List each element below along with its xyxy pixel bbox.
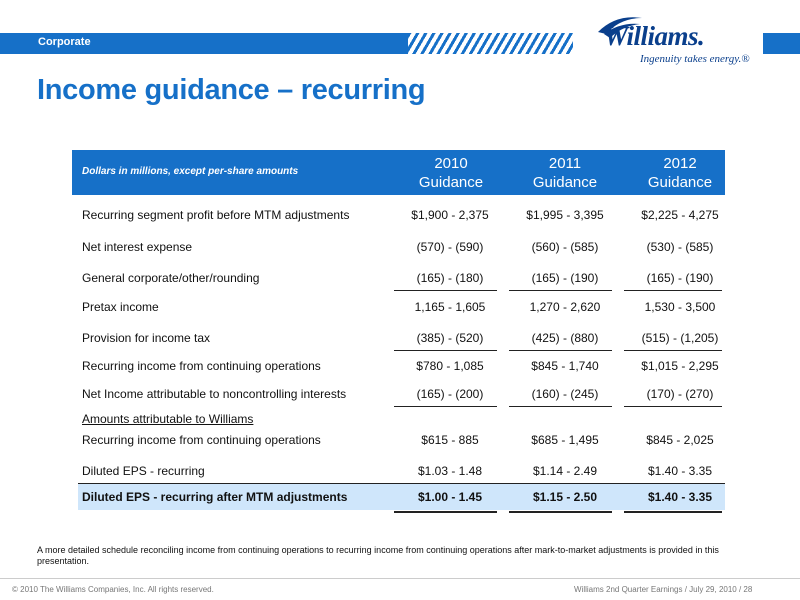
table-cell: $615 - 885 <box>421 433 479 447</box>
total-rule <box>394 511 497 513</box>
table-cell: (165) - (190) <box>646 271 714 285</box>
table-cell: 1,270 - 2,620 <box>529 300 601 314</box>
subtotal-rule <box>394 290 497 291</box>
table-cell: (165) - (190) <box>531 271 599 285</box>
subtotal-rule <box>624 350 722 351</box>
table-row-label: Provision for income tax <box>82 331 211 345</box>
logo-tagline: Ingenuity takes energy.® <box>640 53 750 65</box>
band-end-decoration <box>763 33 800 54</box>
total-rule <box>509 511 612 513</box>
williams-logo <box>596 12 750 68</box>
column-subtitle: Guidance <box>647 174 713 191</box>
table-cell: $1.14 - 2.49 <box>532 464 598 478</box>
copyright: © 2010 The Williams Companies, Inc. All rights reserved. <box>12 585 214 594</box>
column-year: 2011 <box>548 155 582 172</box>
subtotal-rule <box>394 406 497 407</box>
footer-event <box>574 585 752 594</box>
table-row-label: Pretax income <box>82 300 159 314</box>
column-header-2010 <box>395 154 507 192</box>
table-cell: $1,995 - 3,395 <box>526 208 604 222</box>
table-cell: $1.40 - 3.35 <box>647 490 713 504</box>
footnote: A more detailed schedule reconciling income from continuing operations to recurring income from continuing operations after mark-to-market adjustments is provided in this presentation. <box>37 545 719 566</box>
subtotal-rule <box>394 350 497 351</box>
column-subtitle: Guidance <box>418 174 484 191</box>
units-note: Dollars in millions, except per-share amounts <box>82 166 299 177</box>
table-cell: $845 - 1,740 <box>531 359 599 373</box>
table-cell: (570) - (590) <box>416 240 484 254</box>
total-rule <box>624 511 722 513</box>
logo-wordmark: Williams. <box>604 21 705 51</box>
subtotal-rule <box>509 406 612 407</box>
highlight-top-rule <box>78 483 725 484</box>
event-label: Williams 2nd Quarter Earnings / July 29, 2010 / <box>574 585 742 594</box>
page-title: Income guidance – recurring <box>37 74 426 106</box>
table-cell: 1,530 - 3,500 <box>644 300 716 314</box>
page-number: 28 <box>743 585 753 594</box>
table-row-label: General corporate/other/rounding <box>82 271 260 285</box>
hatch-decoration <box>408 33 573 54</box>
table-cell: $1,015 - 2,295 <box>641 359 719 373</box>
table-row-label: Recurring income from continuing operations <box>82 433 321 447</box>
table-cell: (160) - (245) <box>531 387 599 401</box>
table-cell: $1.40 - 3.35 <box>647 464 713 478</box>
table-cell: $1.03 - 1.48 <box>417 464 483 478</box>
table-cell: (165) - (180) <box>416 271 484 285</box>
subtotal-rule <box>624 290 722 291</box>
column-year: 2012 <box>663 155 697 172</box>
table-cell: (170) - (270) <box>646 387 714 401</box>
section-label: Corporate <box>38 36 91 48</box>
table-cell: $1,900 - 2,375 <box>411 208 489 222</box>
footer-divider <box>0 578 800 579</box>
column-header-2012 <box>624 154 736 192</box>
table-cell: (530) - (585) <box>646 240 714 254</box>
table-cell: $685 - 1,495 <box>531 433 599 447</box>
table-cell: (560) - (585) <box>531 240 599 254</box>
table-row-label: Diluted EPS - recurring after MTM adjustments <box>82 490 348 504</box>
table-cell: $2,225 - 4,275 <box>641 208 719 222</box>
table-cell: $1.15 - 2.50 <box>532 490 598 504</box>
subtotal-rule <box>509 290 612 291</box>
table-cell: (515) - (1,205) <box>641 331 719 345</box>
table-cell: 1,165 - 1,605 <box>414 300 486 314</box>
table-cell: $780 - 1,085 <box>416 359 484 373</box>
table-cell: $1.00 - 1.45 <box>417 490 483 504</box>
column-header-2011 <box>509 154 621 192</box>
column-subtitle: Guidance <box>532 174 598 191</box>
table-row-label: Net Income attributable to noncontrolling interests <box>82 387 347 401</box>
table-cell: (385) - (520) <box>416 331 484 345</box>
table-cell: (425) - (880) <box>531 331 599 345</box>
subsection-heading: Amounts attributable to Williams <box>82 412 254 426</box>
table-row-label: Diluted EPS - recurring <box>82 464 205 478</box>
table-row-label: Recurring income from continuing operations <box>82 359 321 373</box>
table-cell: (165) - (200) <box>416 387 484 401</box>
column-year: 2010 <box>434 155 468 172</box>
table-header <box>72 150 725 195</box>
table-row-label: Net interest expense <box>82 240 193 254</box>
table-row-label: Recurring segment profit before MTM adjustments <box>82 208 350 222</box>
table-cell: $845 - 2,025 <box>646 433 714 447</box>
subtotal-rule <box>624 406 722 407</box>
subtotal-rule <box>509 350 612 351</box>
